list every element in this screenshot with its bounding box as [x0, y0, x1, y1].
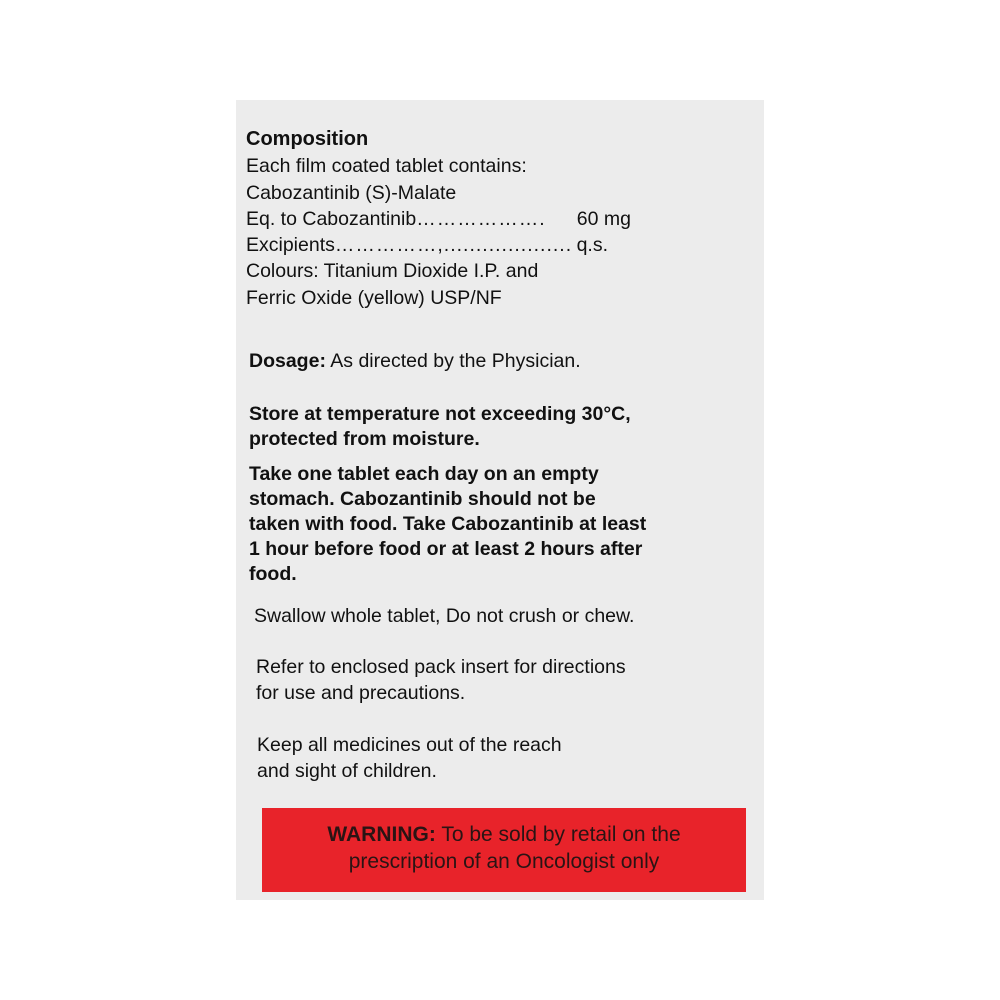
composition-eq-row: [246, 207, 631, 232]
directions-line-1: Take one tablet each day on an empty: [249, 463, 599, 485]
composition-excipients-row: [246, 233, 608, 258]
colours-line-2: Ferric Oxide (yellow) USP/NF: [246, 287, 502, 309]
insert-line-1: Refer to enclosed pack insert for directions: [256, 656, 626, 678]
directions-line-2: stomach. Cabozantinib should not be: [249, 488, 596, 510]
composition-heading: Composition: [246, 128, 369, 150]
excipients-dots: ……………,....................: [334, 234, 573, 256]
excipients-label: Excipients: [246, 234, 335, 256]
storage-line-2: protected from moisture.: [249, 428, 480, 450]
composition-ingredient: Cabozantinib (S)-Malate: [246, 182, 457, 204]
warning-line-2: prescription of an Oncologist only: [348, 850, 660, 873]
keep-away-line-1: Keep all medicines out of the reach: [257, 734, 562, 756]
directions-line-5: food.: [249, 563, 297, 585]
dosage-label: Dosage:: [249, 350, 326, 372]
eq-value: 60 mg: [576, 208, 631, 230]
dosage-line: [249, 349, 581, 374]
eq-label: Eq. to Cabozantinib: [246, 208, 417, 230]
warning-box: [262, 808, 746, 892]
directions-line-3: taken with food. Take Cabozantinib at least: [249, 513, 647, 535]
warning-line-1-text: To be sold by retail on the: [441, 823, 681, 846]
storage-line-1: Store at temperature not exceeding 30°C,: [249, 403, 631, 425]
insert-line-2: for use and precautions.: [256, 682, 466, 704]
excipients-value: q.s.: [576, 234, 608, 256]
warning-label: WARNING:: [327, 823, 436, 846]
warning-line-1: [262, 822, 746, 848]
keep-away-line-2: and sight of children.: [257, 760, 437, 782]
composition-intro: Each film coated tablet contains:: [246, 155, 527, 177]
dosage-text: As directed by the Physician.: [330, 350, 581, 372]
eq-dots: ……………….: [416, 208, 546, 230]
colours-line-1: Colours: Titanium Dioxide I.P. and: [246, 260, 539, 282]
swallow-instruction: Swallow whole tablet, Do not crush or chew.: [254, 605, 635, 627]
directions-line-4: 1 hour before food or at least 2 hours after: [249, 538, 643, 560]
